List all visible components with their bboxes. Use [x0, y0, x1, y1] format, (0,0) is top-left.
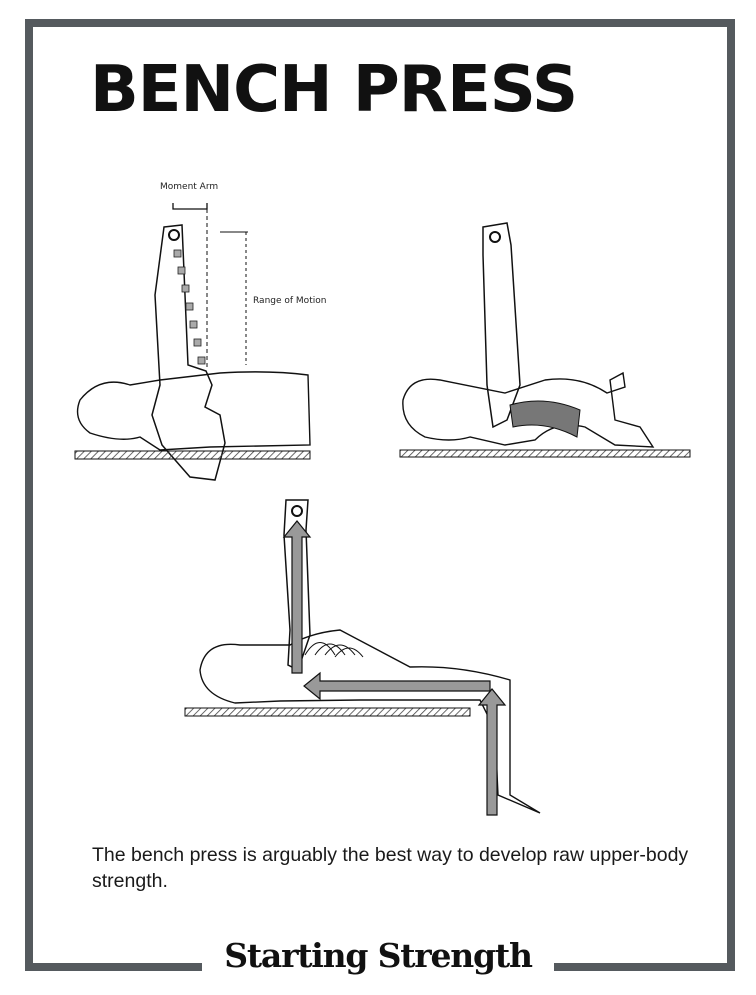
bench-press-force-vector-figure — [180, 495, 560, 820]
brand-footer — [0, 934, 756, 978]
caption-text: The bench press is arguably the best way to develop raw upper-body strength. — [92, 844, 689, 892]
bench-press-moment-arm-figure — [70, 175, 327, 495]
page-title: BENCH PRESS — [90, 53, 578, 127]
moment-arm-label: Moment Arm — [160, 182, 219, 192]
bench-press-back-arch-figure — [395, 215, 695, 470]
brand-logo: Starting Strength — [202, 934, 554, 978]
range-of-motion-label: Range of Motion — [253, 296, 327, 306]
